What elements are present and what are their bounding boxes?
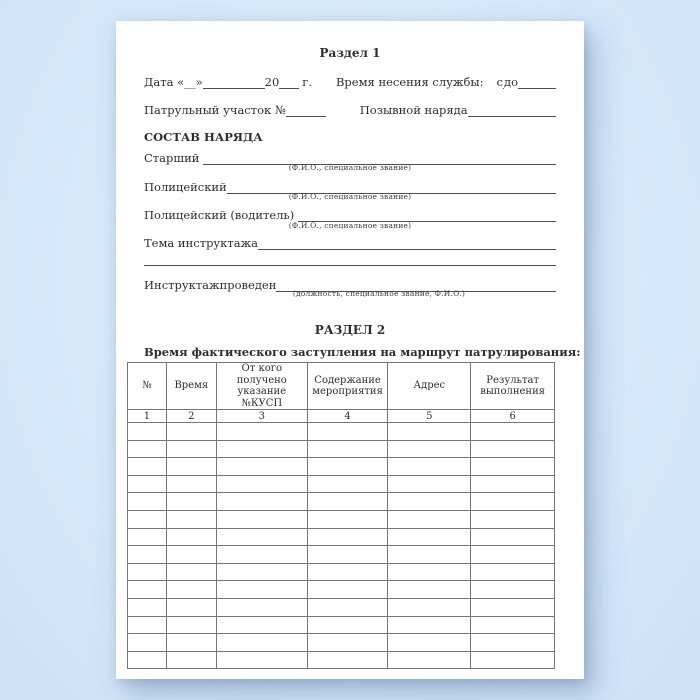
date-time-row [144, 77, 556, 89]
driver-caption: (Ф.И.О., специальное звание) [288, 221, 412, 230]
col-num: 1 [128, 410, 167, 423]
table-cell [471, 493, 555, 511]
table-cell [128, 616, 167, 634]
continuation-blank-line [144, 264, 556, 266]
document-page [116, 21, 584, 679]
table-cell [388, 510, 471, 528]
table-cell [128, 423, 167, 441]
table-cell [307, 563, 388, 581]
section2-subtitle: Время фактического заступления на маршрут патрулирования: [144, 345, 581, 359]
briefing-topic-label: Тема инструктажа [144, 236, 259, 250]
table-cell [388, 475, 471, 493]
table-cell [307, 423, 388, 441]
table-row [128, 651, 555, 669]
table-cell [388, 493, 471, 511]
table-row [128, 458, 555, 476]
table-cell [388, 546, 471, 564]
table-cell [307, 458, 388, 476]
table-cell [166, 546, 216, 564]
senior-label: Старший [144, 151, 200, 165]
table-row [128, 475, 555, 493]
table-cell [128, 563, 167, 581]
col-num: 4 [307, 410, 388, 423]
table-cell [216, 546, 307, 564]
service-time-label: Время несения службы: [335, 75, 484, 89]
patrol-log-table [127, 362, 555, 669]
continuation-line-row [144, 257, 556, 266]
table-cell [307, 581, 388, 599]
date-year-suffix: г. [302, 75, 312, 89]
table-cell [128, 598, 167, 616]
table-cell [388, 598, 471, 616]
table-cell [128, 651, 167, 669]
table-row [128, 546, 555, 564]
table-cell [388, 563, 471, 581]
table-row [128, 440, 555, 458]
table-row [128, 493, 555, 511]
table-cell [388, 581, 471, 599]
col-header-activity: Содержание мероприятия [307, 363, 388, 410]
table-cell [166, 475, 216, 493]
driver-label: Полицейский (водитель) [144, 208, 295, 222]
table-cell [166, 440, 216, 458]
table-cell [216, 563, 307, 581]
table-cell [471, 458, 555, 476]
col-header-time: Время [166, 363, 216, 410]
table-cell [471, 581, 555, 599]
patrol-area-label: Патрульный участок № [144, 103, 286, 117]
table-cell [471, 528, 555, 546]
table-cell [216, 616, 307, 634]
table-cell [166, 493, 216, 511]
table-cell [216, 458, 307, 476]
table-cell [128, 581, 167, 599]
briefing-topic-blank-line [258, 248, 556, 250]
table-cell [307, 510, 388, 528]
table-cell [166, 528, 216, 546]
table-cell [388, 616, 471, 634]
date-year-blank-line [279, 87, 299, 89]
table-cell [471, 423, 555, 441]
table-row [128, 423, 555, 441]
col-num: 5 [388, 410, 471, 423]
table-row [128, 563, 555, 581]
table-cell [388, 634, 471, 652]
col-header-number: № [128, 363, 167, 410]
policeman-label: Полицейский [144, 180, 227, 194]
table-cell [166, 423, 216, 441]
table-row [128, 581, 555, 599]
table-cell [216, 493, 307, 511]
table-cell [216, 634, 307, 652]
date-label: Дата «__» [144, 75, 203, 89]
briefing-conducted-caption: (должность, специальное звание, Ф.И.О.) [292, 289, 466, 298]
col-num: 2 [166, 410, 216, 423]
table-cell [216, 475, 307, 493]
table-header-row [128, 363, 555, 410]
table-cell [128, 493, 167, 511]
table-cell [166, 510, 216, 528]
table-cell [471, 546, 555, 564]
table-cell [388, 440, 471, 458]
table-cell [471, 634, 555, 652]
time-from-label: с [496, 75, 503, 89]
col-header-result: Результат выполнения [471, 363, 555, 410]
col-header-address: Адрес [388, 363, 471, 410]
section2-title: РАЗДЕЛ 2 [314, 323, 386, 337]
briefing-topic-row [144, 238, 556, 250]
table-cell [471, 598, 555, 616]
col-num: 6 [471, 410, 555, 423]
table-cell [307, 528, 388, 546]
table-cell [307, 546, 388, 564]
table-cell [128, 510, 167, 528]
table-cell [388, 458, 471, 476]
callsign-blank-line [468, 115, 556, 117]
table-cell [307, 493, 388, 511]
date-year-prefix: 20 [264, 75, 280, 89]
column-number-row [128, 410, 555, 423]
policeman-caption: (Ф.И.О., специальное звание) [288, 192, 412, 201]
table-row [128, 528, 555, 546]
table-cell [307, 651, 388, 669]
table-cell [307, 598, 388, 616]
squad-title: СОСТАВ НАРЯДА [144, 130, 263, 144]
col-num: 3 [216, 410, 307, 423]
table-cell [128, 475, 167, 493]
date-blank-line [203, 87, 265, 89]
table-cell [471, 563, 555, 581]
patrol-callsign-row [144, 105, 556, 117]
section2-subtitle-row [144, 345, 581, 359]
table-cell [471, 616, 555, 634]
table-cell [128, 528, 167, 546]
table-cell [166, 651, 216, 669]
table-cell [471, 651, 555, 669]
section1-title: Раздел 1 [319, 46, 381, 60]
patrol-table-body [128, 410, 555, 669]
briefing-conducted-label: Инструктажпроведен [144, 278, 277, 292]
table-row [128, 598, 555, 616]
table-row [128, 634, 555, 652]
table-cell [128, 546, 167, 564]
time-to-blank-line [518, 87, 556, 89]
table-cell [388, 528, 471, 546]
table-cell [166, 563, 216, 581]
table-cell [216, 581, 307, 599]
table-cell [128, 634, 167, 652]
table-cell [166, 598, 216, 616]
driver-row [144, 210, 556, 222]
table-cell [128, 458, 167, 476]
table-cell [216, 440, 307, 458]
col-header-order-source: От кого получено указание №КУСП [216, 363, 307, 410]
table-row [128, 510, 555, 528]
table-cell [166, 634, 216, 652]
table-cell [216, 510, 307, 528]
table-cell [471, 510, 555, 528]
senior-caption: (Ф.И.О., специальное звание) [288, 163, 412, 172]
patrol-area-blank-line [286, 115, 326, 117]
table-cell [307, 440, 388, 458]
table-cell [471, 440, 555, 458]
table-cell [166, 581, 216, 599]
table-cell [471, 475, 555, 493]
table-row [128, 616, 555, 634]
table-cell [388, 423, 471, 441]
table-cell [216, 423, 307, 441]
table-cell [128, 440, 167, 458]
time-to-label: до [503, 75, 518, 89]
table-cell [216, 651, 307, 669]
table-cell [307, 616, 388, 634]
table-cell [388, 651, 471, 669]
table-cell [307, 634, 388, 652]
table-cell [166, 616, 216, 634]
table-cell [216, 598, 307, 616]
callsign-label: Позывной наряда [359, 103, 468, 117]
table-cell [166, 458, 216, 476]
table-cell [307, 475, 388, 493]
table-cell [216, 528, 307, 546]
